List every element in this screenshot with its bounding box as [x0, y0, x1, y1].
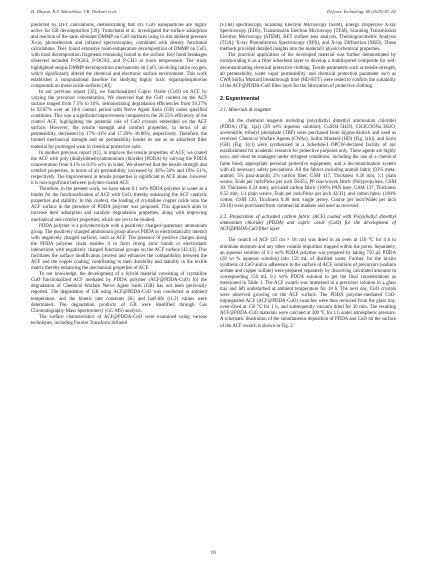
paragraph: All the chemical reagents including poly(diallyl dimethyl ammonium chloride) (PDDA) (Fig. 1(a)) (20 wt% aqueous solution), CuSO4·5H2O, CH3COONa·3H2O, acetonitrile, tributyl phosphate (TBP) were purchased from Sigma-Aldrich and used as received. Chemical Warfare Agents (CWAs), Sulfur Mustard (HD) (Fig. 1(b)), and Sarin (GB) (Fig. 1(c)) were synthesized in a Schedule-I OPCW-declared facility of our establishment for academic research for protective purposes only. These agents are highly toxic and must be managed under stringent conditions, including the use of a chemical fume hood, appropriate personal protective equipment, and a decontamination system with all necessary safety precautions. All the fabrics including aramid fabric (93% meta-aramid, 5% para-aramid, 2% carbon fiber, GSM 117, Thickness 0.26 mm, 1/1 plain weave, Ends per inch/Picks per inch 58/45), PP non-woven fabric (Polypropylene, GSM 30, Thickness 0.24 mm), activated carbon fabric (100% PAN base, GSM 137, Thickness 0.52 mm, 1/1 plain weave, Ends per inch/Picks per inch 42/31), and cotton fabric (100% cotton, GSM 120, Thickness 0.38 mm, single jersey, Course per inch/Wales per inch 20/18) were purchased from commercial markets and used as received. [220, 119, 396, 210]
paragraph: The surface characteristics of ACF@PDDA-CuO were examined using various techniques, including Fourier Transform Infrared [31, 314, 207, 326]
paragraph: The practical application of the developed material was further demonstrated by incorporating it as a filter adsorbent layer to develop a multilayered composite for self-decontaminating chemical protective clothing. Textile parameters such as tensile strength, air permeability, water vapor permeability, and chemical protection parameter such as CWA Sulfur Mustard breakthrough time (HD-BTT) were tested to confirm the suitability of the ACF@PDDA-CuO filter layer for the fabrication of protective clothing. [220, 53, 396, 89]
paragraph: To our knowledge, the development of a hybrid material consisting of crystalline CuO functionalized ACF mediated by PDDA polymer (ACF@PDDA-CuO) for the degradation of Chemical Warfare Nerve Agent Sarin (GB) has not been previously reported. The degradation of GB using ACF@PDDA-CuO was conducted at ambient temperature, and the kinetic rate constants (K) and half-life (t1/2) values were determined. The degradation products of GB were identified through Gas Chromatography-Mass Spectrometry (GC-MS) analysis. [31, 272, 207, 314]
paragraph: Therefore, in the present work, we have taken 0.1 wt% PDDA polymer in water as a binder for the functionalization of ACF with CuO, thereby enhancing the ACF catalytic properties and stability. In this context, the loading of crystalline copper oxide onto the ACF surface in the presence of PDDA polymer was proposed. This approach aims to increase their adsorption and catalytic degradation properties, along with improving mechanical and comfort properties, which are yet to be studied. [31, 187, 207, 223]
right-column [220, 23, 396, 543]
paragraph: predicted by DFT calculations, demonstrating that dry CuO nanoparticles are highly active for GB decomposition [39]. Trotochaud et al. investigated the surface adsorption and reaction of the sarin simulant DMMP on CuO surfaces using in situ ambient pressure X-ray photoelectron and infrared spectroscopies, combined with density functional calculations. They found extensive room-temperature decomposition of DMMP on CuO, with most decomposition fragments remaining bound to the surface. Key bond breakages observed included P-OCH3, P-OCH3, and P-CH3 at room temperature. The study highlighted unique DMMP decomposition mechanisms on CuO, involving lattice oxygen, which significantly altered the chemical and electronic surface environment. This work establishes a computational baseline for studying highly toxic organophosphorous compounds on metal oxide surfaces [40]. [31, 23, 207, 89]
left-column [31, 23, 207, 543]
paragraph: The swatch of ACF (25 cm × 18 cm) was dried in an oven at 150 °C for 4 h to eliminate moisture and any other volatile impurities trapped within the pores. Separately, an aqueous solution of 0.1 wt% PDDA polymer was prepared by taking 750 µL PDDA (20 wt % aqueous solution) into 150 mL of distilled water. Further, for the in-situ synthesis of CuO and to adherence to the surface of ACF, solutions of precursors (sodium acetate and copper sulfate) were prepared separately by dissolving calculated amounts in corresponding 150 mL 0.1 wt% PDDA solution to get the final concentrations as mentioned in Table 1. The ACF swatch was immersed in a precursor solution in a glass tray and left undisturbed at ambient temperature for 18 h. The next day, CuO crystals were observed growing on the ACF surface. The PDDA polymer-mediated CuO-impregnated ACF (ACF@PDDA-CuO) swatches were then removed from the glass tray, oven-dried at 150 °C for 1 h, and subsequently vacuum dried for 30 min. The resulting ACF@PDDA-CuO materials were calcined at 300 °C for 1 h under atmospheric pressure. A schematic illustration of the simultaneous deposition of PDDA and CuO on the surface of the ACF swatch is shown in Fig. 2. [220, 238, 396, 329]
subsection-heading: 2.1. Materials & reagents [220, 107, 271, 113]
subsection-heading: 2.2. Preparation of activated carbon fabric (ACF) coated with Poly(diallyl dimethyl ammonium chloride) (PDDA) and cupric oxide (CuO) for the development of ACF@PDDA-CuO filter layer [220, 215, 396, 233]
header-authors: H. Dhyani, R.V. Adivarekar, V.B. Thakare et al. [31, 9, 118, 14]
page-number: 69 [211, 551, 216, 556]
paragraph: In our previous report [32], we functionalized Cupric Oxide (CuO) on ACF by varying the precursor concentration. We observed that the CuO content on the ACF surface ranged from 7.5% to 16%, demonstrating degradation efficiencies from 59.27% to 92.87% over an 18-h contact period with Nerve Agent Sarin (GB) under specified conditions. This was a significant improvement compared to the 26.55% efficiency of the control ACF, highlighting the potential role of CuO crystals embedded on the ACF surface. However, the tensile strength and comfort properties, in terms of air permeability, decreased by 17%–41% and 17.30%–36.86%, respectively. Therefore, the limited mechanical strength and air permeability hinder its use as an adsorbent filter material for prolonged wear in chemical protective suits. [31, 89, 207, 150]
header-journal: Defence Technology 48 (2025) 67–82 [327, 9, 396, 14]
section-heading: 2. Experimental [220, 95, 260, 102]
paragraph: PDDA polymer is a polyelectrolyte with a positively charged quaternary ammonium group. The positively charged ammonium group allows PDDA to electrostatically interact with negatively charged surfaces, such as ACF. The presence of positive charges along the PDDA polymer chain enables it to form strong ionic bonds or electrostatic interactions with negatively charged functional groups on the ACF surface [42,43]. This facilitates the surface modification process and enhances the compatibility between the ACF and the copper coating, contributing to their durability and stability in the textile matrix thereby enhancing the mechanical properties of ACF. [31, 223, 207, 272]
running-header [31, 9, 396, 18]
paragraph: (FTIR) spectroscopy, Scanning Electron Microscopy (SEM), Energy Dispersive X-ray Spectroscopy (EDS), Transmission Electron Microscopy (TEM), Scanning Transmission Electron Microscopy (STEM), BET surface area analysis, Thermogravimetric Analysis (TGA), X-ray Photoelectron Spectroscopy (XPS), and X-ray Diffraction (XRD). These methods provided detailed insights into the material's physicochemical properties. [220, 23, 396, 53]
paragraph: In another previous report [41], to improve the tensile properties of ACF, we coated the ACF with poly (diallyldimethylammonium chloride) (PDDA) by varying the PDDA concentration from 0.1% to 0.5% wt/v in water. We observed that the tensile strength and comfort properties, in terms of air permeability, increased by 30%–50% and 18%–51%, respectively. The improvement in tensile properties is significant to ACF alone, however it is non-significant between polymer-coated ACF. [31, 150, 207, 187]
